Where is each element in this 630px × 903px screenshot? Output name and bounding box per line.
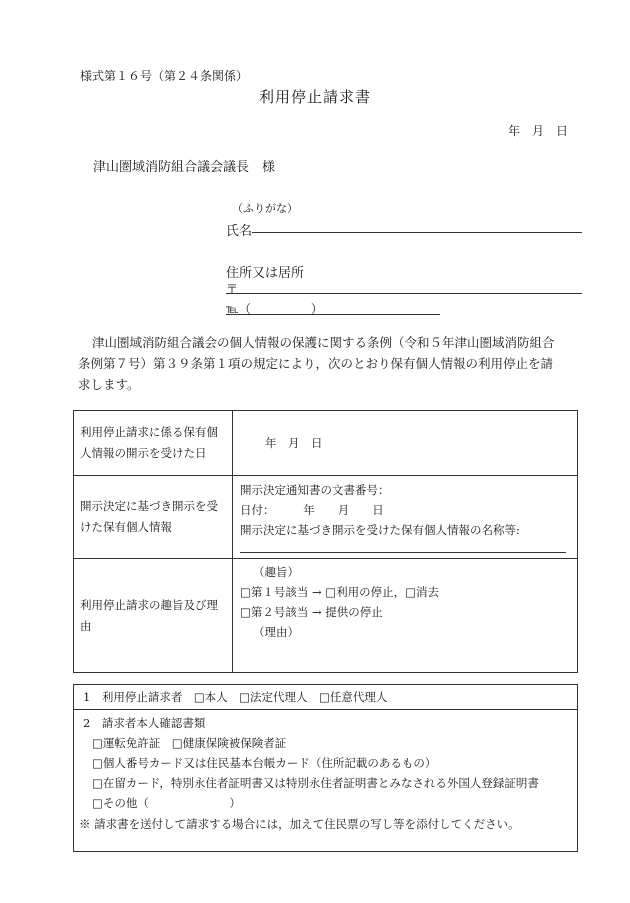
address-field-line[interactable] — [226, 293, 582, 294]
furigana-label: （ふりがな） — [232, 202, 298, 215]
mail-request-note: ※ 請求書を送付して請求する場合には，加えて住民票の写し等を添付してください。 — [79, 817, 520, 831]
disclosure-date-value: 年 月 日 — [265, 436, 323, 450]
id-doc-option-1[interactable]: □運転免許証 □健康保険被保険者証 — [92, 736, 287, 750]
id-doc-option-2[interactable]: □個人番号カード又は住民基本台帳カード（住所記載のあるもの） — [92, 756, 437, 770]
table-row — [74, 411, 578, 476]
statement-line-3: 求します。 — [78, 377, 140, 392]
tel-field-line[interactable] — [226, 314, 440, 315]
statement-line-1: 津山圏域消防組合議会の個人情報の保護に関する条例（令和５年津山圏域消防組合 — [92, 335, 555, 350]
tel-label: ℡（ ） — [226, 302, 323, 316]
statement-line-2: 条例第７号）第３９条第１項の規定により，次のとおり保有個人情報の利用停止を請 — [78, 356, 554, 371]
id-doc-option-3[interactable]: □在留カード，特別永住者証明書又は特別永住者証明書とみなされる外国人登録証明書 — [92, 776, 539, 790]
disclosure-date-cell[interactable] — [233, 411, 578, 476]
addressee: 津山圏域消防組合議会議長 様 — [93, 160, 276, 175]
purpose-reason-label: 利用停止請求の趣旨及び理由 — [74, 559, 233, 673]
requester-type-row — [74, 685, 577, 710]
name-field-line[interactable] — [252, 232, 582, 233]
disclosure-date-label: 利用停止請求に係る保有個人情報の開示を受けた日 — [74, 411, 233, 476]
disclosed-info-cell[interactable] — [233, 476, 578, 559]
request-details-table — [73, 410, 578, 673]
table-row — [74, 476, 578, 559]
disclosed-info-name-label: 開示決定に基づき開示を受けた保有個人情報の名称等: — [240, 523, 520, 537]
disclosed-info-name-line[interactable] — [240, 552, 566, 553]
table-row — [74, 559, 578, 673]
disclosure-decision-date: 日付： 年 月 日 — [240, 503, 384, 517]
request-statement — [78, 332, 578, 395]
disclosed-info-label: 開示決定に基づき開示を受けた保有個人情報 — [74, 476, 233, 559]
doc-number-label: 開示決定通知書の文書番号： — [240, 483, 390, 497]
purpose-option-2[interactable]: □第２号該当 → 提供の停止 — [240, 605, 383, 619]
postal-mark: 〒 — [226, 282, 239, 296]
requester-type-options[interactable]: 1 利用停止請求者 □本人 □法定代理人 □任意代理人 — [83, 690, 388, 704]
address-label: 住所又は居所 — [226, 266, 305, 281]
purpose-reason-cell[interactable] — [233, 559, 578, 673]
reason-label: （理由） — [253, 625, 299, 639]
form-number: 様式第１６号（第２４条関係） — [80, 69, 249, 83]
purpose-option-1[interactable]: □第１号該当 → □利用の停止，□消去 — [240, 585, 440, 599]
id-doc-option-4[interactable]: □その他（ ） — [92, 796, 241, 810]
name-label: 氏名 — [226, 224, 253, 239]
page-title: 利用停止請求書 — [258, 88, 371, 106]
purpose-label: （趣旨） — [253, 565, 299, 579]
requester-info-box — [73, 684, 578, 852]
id-documents-title: 2 請求者本人確認書類 — [83, 716, 206, 730]
date-field: 年 月 日 — [507, 124, 568, 138]
